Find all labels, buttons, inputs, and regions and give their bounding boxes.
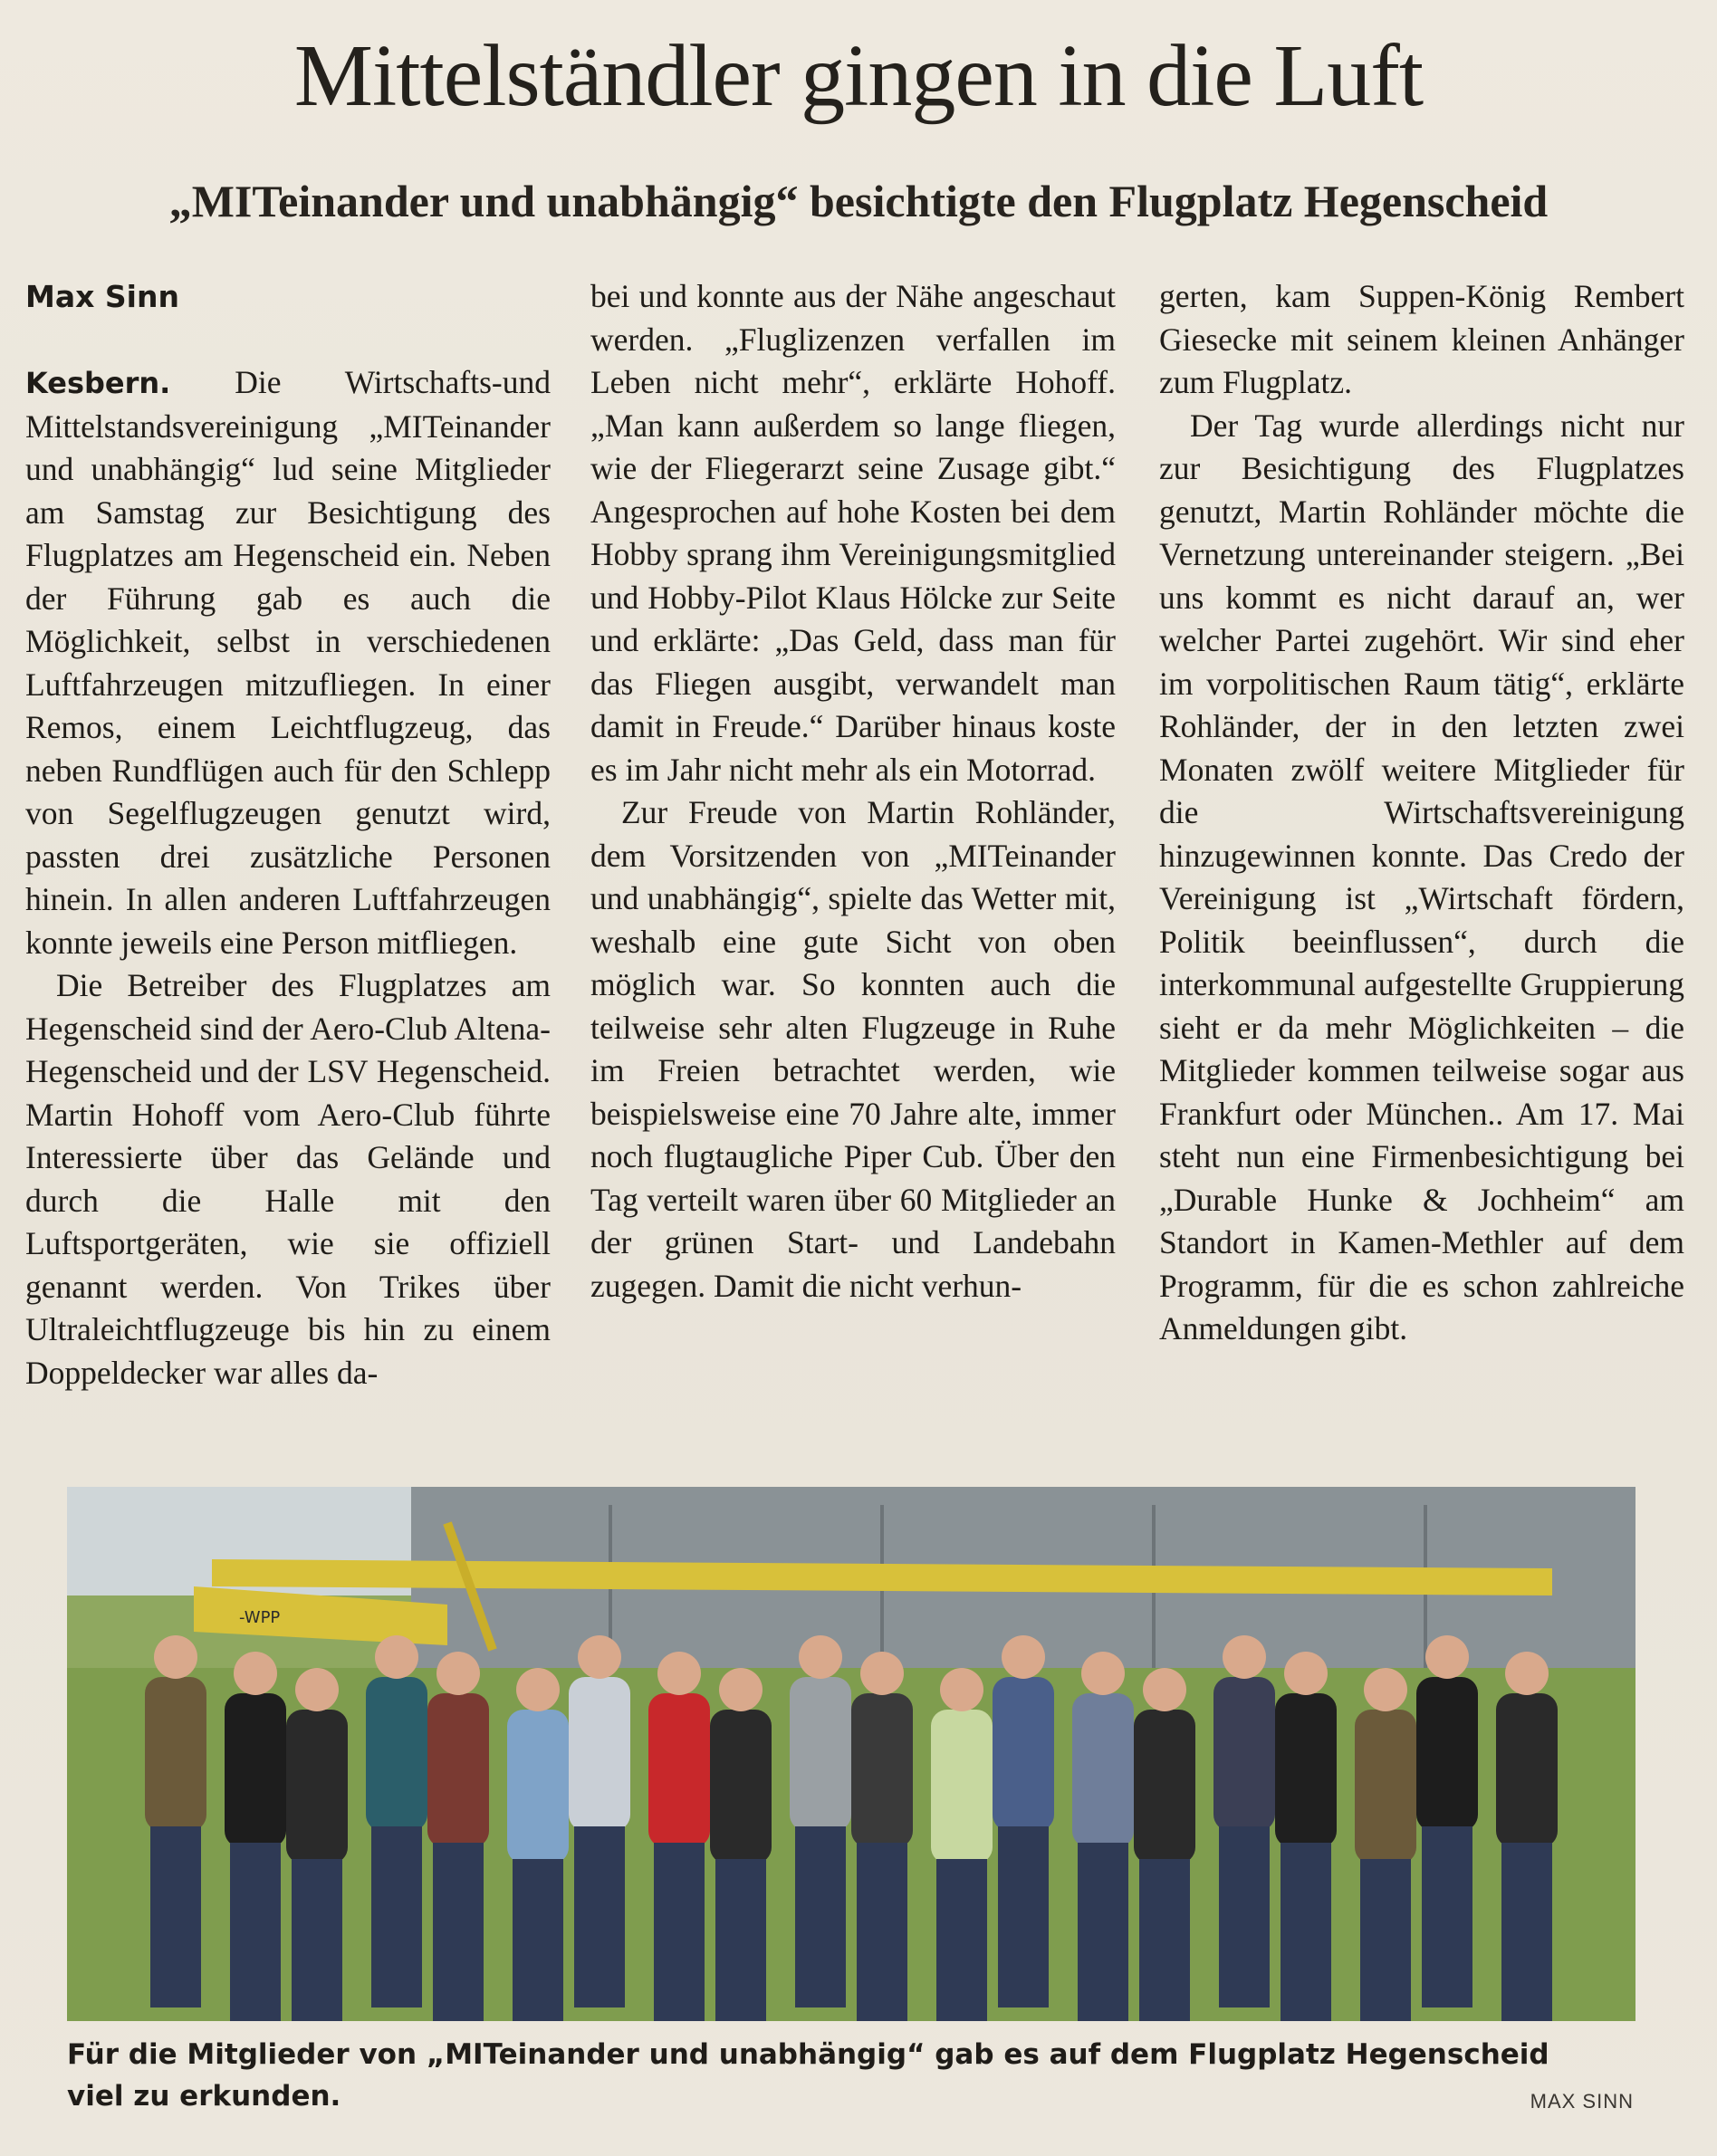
person-head [1223, 1635, 1266, 1679]
person-head [1505, 1652, 1549, 1695]
article-column-1 [25, 275, 551, 1394]
photo-caption: Für die Mitglieder von „MITeinander und unabhängig“ gab es auf dem Flugplatz Hegenscheid viel zu erkunden. [67, 2038, 1549, 2113]
subheadline: „MITeinander und unabhängig“ besichtigte den Flugplatz Hegenscheid [168, 176, 1549, 226]
person-legs [1501, 1843, 1552, 2021]
person-head [234, 1652, 277, 1695]
person-legs [1139, 1859, 1190, 2021]
person-head [1425, 1635, 1469, 1679]
plane-registration: -WPP [239, 1608, 281, 1627]
group-photo-illustration [67, 1487, 1635, 2021]
person-legs [433, 1843, 484, 2021]
person-legs [857, 1843, 907, 2021]
article-column-2 [590, 275, 1116, 1308]
person-legs [150, 1826, 201, 2007]
person-head [1364, 1668, 1407, 1711]
person-legs [1422, 1826, 1472, 2007]
person-head [436, 1652, 480, 1695]
person-body [790, 1677, 851, 1831]
person-legs [371, 1826, 422, 2007]
person-head [516, 1668, 560, 1711]
person-body [145, 1677, 206, 1831]
person-legs [715, 1859, 766, 2021]
person-legs [998, 1826, 1049, 2007]
person-body [427, 1693, 489, 1847]
dateline: Kesbern. [25, 366, 171, 400]
person-legs [1281, 1843, 1331, 2021]
person-body [1213, 1677, 1275, 1831]
person-head [1081, 1652, 1125, 1695]
person-head [578, 1635, 621, 1679]
person-body [286, 1710, 348, 1864]
paragraph-1 [25, 361, 551, 964]
person-body [1275, 1693, 1337, 1847]
paragraph-3: bei und konnte aus der Nähe angeschaut werden. „Fluglizenzen verfallen im Leben nicht mehr“, erklärte Hohoff. „Man kann außerdem so lange fliegen, wie der Fliegerarzt seine Zusage gibt.“ Angesprochen auf hohe Kosten bei dem Hobby sprang ihm Vereinigungsmitglied und Hobby-Pilot Klaus Hölcke zur Seite und erklärte: „Das Geld, dass man für das Fliegen ausgibt, verwandelt man damit in Freude.“ Darüber hinaus koste es im Jahr nicht mehr als ein Motorrad. [590, 278, 1116, 788]
person-legs [513, 1859, 563, 2021]
group-photo [67, 1487, 1635, 2021]
person-body [1134, 1710, 1195, 1864]
person-head [657, 1652, 701, 1695]
person-body [1496, 1693, 1558, 1847]
person-head [375, 1635, 418, 1679]
person-body [1416, 1677, 1478, 1831]
paragraph-2: Die Betreiber des Flugplatzes am Hegenscheid sind der Aero-Club Altena-Hegenscheid und der LSV Hegenscheid. Martin Hohoff vom Aero-Club führte Interessierte über das Gelände und durch die Halle mit den Luftsportgeräten, wie sie offiziell genannt werden. Von Trikes über Ultraleichtflugzeuge bis hin zu einem Doppeldecker war alles da- [25, 967, 551, 1391]
person-body [993, 1677, 1054, 1831]
person-head [719, 1668, 763, 1711]
paragraph-4: Zur Freude von Martin Rohländer, dem Vorsitzenden von „MITeinander und unabhängig“, spielte das Wetter mit, weshalb eine gute Sicht von oben möglich war. So konnten auch die teilweise sehr alten Flugzeuge in Ruhe im Freien betrachtet werden, wie beispielsweise eine 70 Jahre alte, immer noch flugtaugliche Piper Cub. Über den Tag verteilt waren über 60 Mitglieder an der grünen Start- und Landebahn zugegen. Damit die nicht verhun- [590, 794, 1116, 1304]
person-head [1002, 1635, 1045, 1679]
person-legs [230, 1843, 281, 2021]
photo-credit: MAX SINN [1530, 2090, 1634, 2113]
paragraph-6: Der Tag wurde allerdings nicht nur zur Besichtigung des Flugplatzes genutzt, Martin Rohländer möchte die Vernetzung untereinander steigern. „Bei uns kommt es nicht darauf an, wer welcher Partei zugehört. Wir sind eher im vorpolitischen Raum tätig“, erklärte Rohländer, der in den letzten zwei Monaten zwölf weitere Mitglieder für die Wirtschaftsvereinigung hinzugewinnen konnte. Das Credo der Vereinigung ist „Wirtschaft fördern, Politik beeinflussen“, durch die interkommunal aufgestellte Gruppierung sieht er da mehr Möglichkeiten – die Mitglieder kommen teilweise sogar aus Frankfurt oder München.. Am 17. Mai steht nun eine Firmenbesichtigung bei „Durable Hunke & Jochheim“ am Standort in Kamen-Methler auf dem Programm, für die es schon zahlreiche Anmeldungen gibt. [1159, 407, 1684, 1346]
person-body [569, 1677, 630, 1831]
person-body [225, 1693, 286, 1847]
paragraph-5: gerten, kam Suppen-König Rembert Giesecke mit seinem kleinen Anhänger zum Flugplatz. [1159, 278, 1684, 400]
author-byline: Max Sinn [25, 279, 179, 314]
person-head [1284, 1652, 1328, 1695]
person-head [799, 1635, 842, 1679]
person-body [366, 1677, 427, 1831]
person-body [1072, 1693, 1134, 1847]
person-legs [936, 1859, 987, 2021]
person-legs [1219, 1826, 1270, 2007]
person-body [931, 1710, 993, 1864]
article-column-3 [1159, 275, 1684, 1351]
person-body [507, 1710, 569, 1864]
person-body [710, 1710, 772, 1864]
person-legs [574, 1826, 625, 2007]
person-head [295, 1668, 339, 1711]
headline: Mittelständler gingen in die Luft [293, 27, 1424, 125]
person-body [648, 1693, 710, 1847]
person-head [1143, 1668, 1186, 1711]
person-head [154, 1635, 197, 1679]
person-legs [292, 1859, 342, 2021]
paragraph-1-text: Die Wirtschafts-und Mittelstandsvereinigung „MITeinander und unabhängig“ lud seine Mitglieder am Samstag zur Besichtigung des Flugplatzes am Hegenscheid ein. Neben der Führung gab es auch die Möglichkeit, selbst in verschiedenen Luftfahrzeugen mitzufliegen. In einer Remos, einem Leichtflugzeug, das neben Rundflügen auch für den Schlepp von Segelflugzeugen genutzt wird, passten drei zusätzliche Personen hinein. In allen anderen Luftfahrzeugen konnte jeweils eine Person mitfliegen. [25, 364, 551, 961]
person-legs [1078, 1843, 1128, 2021]
person-head [860, 1652, 904, 1695]
person-legs [795, 1826, 846, 2007]
person-body [1355, 1710, 1416, 1864]
person-body [851, 1693, 913, 1847]
person-legs [654, 1843, 705, 2021]
person-legs [1360, 1859, 1411, 2021]
person-head [940, 1668, 983, 1711]
